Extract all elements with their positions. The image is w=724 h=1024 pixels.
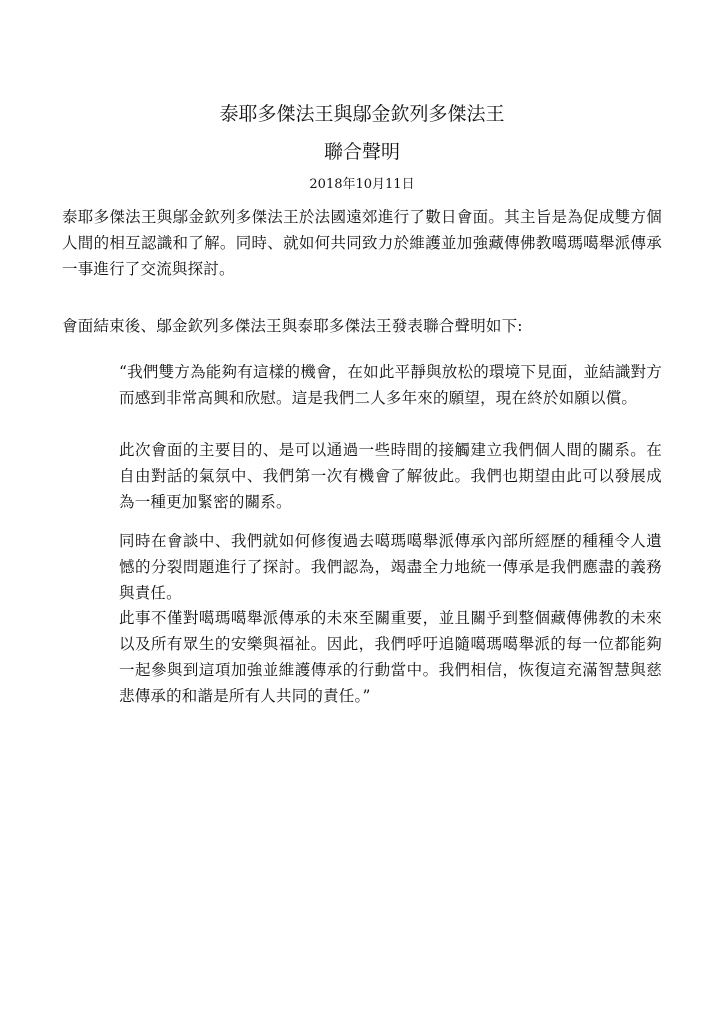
- document-title: 泰耶多傑法王與鄔金欽列多傑法王: [219, 103, 505, 125]
- quote-paragraph-1: “我們雙方為能夠有這樣的機會，在如此平靜與放松的環境下見面，並結識對方而感到非常高興和欣慰。這是我們二人多年來的願望，現在終於如願以償。: [119, 363, 662, 407]
- quote-paragraph-4: 此事不僅對噶瑪噶舉派傳承的未來至關重要，並且關乎到整個藏傳佛教的未來以及所有眾生的安樂與福祉。因此，我們呼吁追隨噶瑪噶舉派的每一位都能夠一起參與到這項加強並維護傳承的行動當中。我們相信，恢復這充滿智慧與慈悲傳承的和諧是所有人共同的責任。”: [119, 609, 662, 705]
- document-subtitle: 聯合聲明: [323, 141, 400, 163]
- document-date: 2018年10月11日: [309, 177, 415, 192]
- intro-paragraph: 泰耶多傑法王與鄔金欽列多傑法王於法國遠郊進行了數日會面。其主旨是為促成雙方個人間的相互認識和了解。同時、就如何共同致力於維護並加強藏傳佛教噶瑪噶舉派傳承一事進行了交流與探討。: [62, 208, 662, 278]
- quote-paragraph-2: 此次會面的主要目的、是可以通過一些時間的接觸建立我們個人間的關系。在自由對話的氣氛中、我們第一次有機會了解彼此。我們也期望由此可以發展成為一種更加緊密的關系。: [119, 441, 662, 511]
- quote-paragraph-3: 同時在會談中、我們就如何修復過去噶瑪噶舉派傳承內部所經歷的種種令人遺憾的分裂問題進行了探討。我們認為，竭盡全力地統一傳承是我們應盡的義務與責任。: [119, 532, 662, 602]
- lead-paragraph: 會面結束後、鄔金欽列多傑法王與泰耶多傑法王發表聯合聲明如下:: [62, 317, 523, 335]
